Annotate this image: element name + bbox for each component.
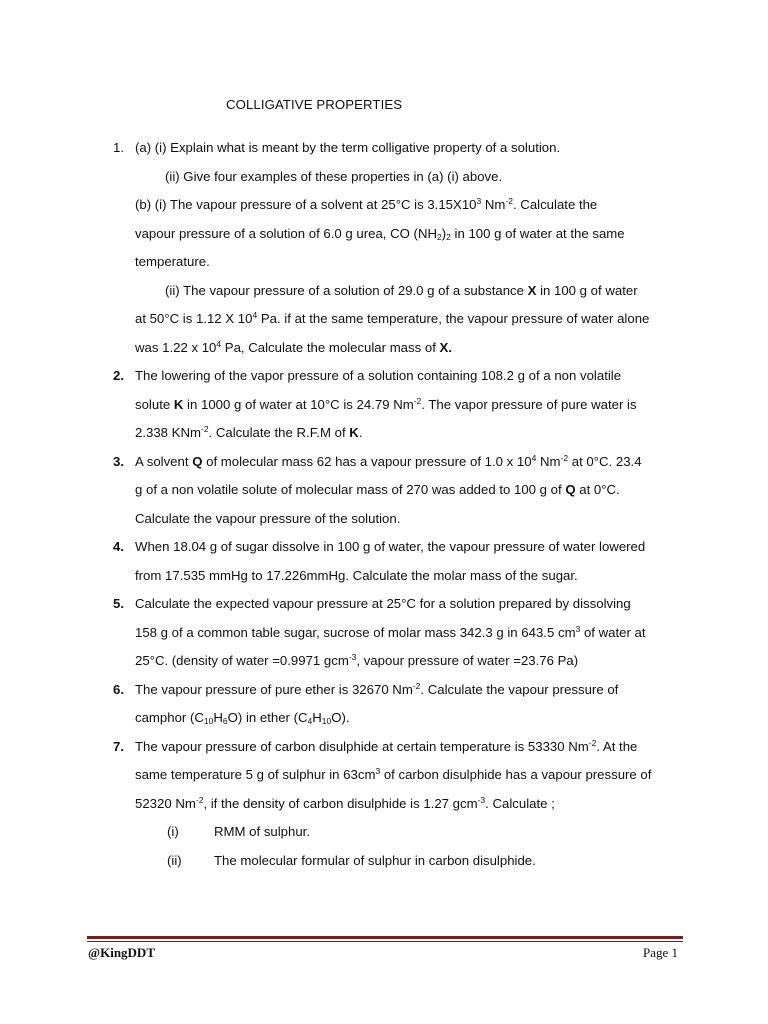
footer-rule-thick <box>87 936 683 939</box>
question-1a-ii: (ii) Give four examples of these properties in (a) (i) above. <box>165 169 503 184</box>
question-1b-i-line3: temperature. <box>135 254 210 269</box>
question-3-line2: g of a non volatile solute of molecular mass of 270 was added to 100 g of Q at 0°C. <box>135 482 620 497</box>
footer-rule-thin <box>87 941 683 942</box>
question-5-line3: 25°C. (density of water =0.9971 gcm$^{-3}$, vapour pressure of water =23.76 Pa) <box>135 652 579 668</box>
question-3-number: 3. <box>113 454 124 469</box>
footer-page-number: Page 1 <box>642 945 678 960</box>
question-5-number: 5. <box>113 596 124 611</box>
question-7-number: 7. <box>113 739 124 754</box>
question-7-line3: 52320 $Nm^{-2}$, if the density of carbon disulphide is 1.27 gcm$^{-3}$. Calculate ; <box>135 795 555 811</box>
question-1b-i-line2: vapour pressure of a solution of 6.0 g urea, CO $(NH_2)_2$ in 100 g of water at the same <box>135 226 625 242</box>
question-2-line2: solute K in 1000 g of water at 10°C is 24.79 $Nm^{-2}$. The vapor pressure of pure water is <box>135 396 637 412</box>
question-3-line3: Calculate the vapour pressure of the solution. <box>135 511 401 526</box>
question-1b-ii-line3: was 1.22 x $10^4$ Pa, Calculate the molecular mass of X. <box>135 339 453 355</box>
question-6-number: 6. <box>113 682 124 697</box>
question-4-line1: When 18.04 g of sugar dissolve in 100 g of water, the vapour pressure of water lowered <box>135 539 646 554</box>
question-7-ii-label: (ii) <box>167 853 182 868</box>
question-7-ii-text: The molecular formular of sulphur in carbon disulphide. <box>214 853 536 868</box>
question-7-i-label: (i) <box>167 824 179 839</box>
question-1b-ii-line2: at 50°C is 1.12 X $10^4$ Pa. if at the same temperature, the vapour pressure of water alone <box>135 310 650 326</box>
question-5-line1: Calculate the expected vapour pressure at 25°C for a solution prepared by dissolving <box>135 596 631 611</box>
question-2-number: 2. <box>113 368 124 383</box>
question-2-line3: 2.338 KNm$^{-2}$. Calculate the R.F.M of K. <box>135 424 363 440</box>
question-4-number: 4. <box>113 539 124 554</box>
question-3-line1: A solvent Q of molecular mass 62 has a vapour pressure of 1.0 x $10^4$ $Nm^{-2}$ at 0°C. 23.4 <box>135 453 642 469</box>
footer-author: @KingDDT <box>88 945 155 960</box>
question-1b-i-line1: (b) (i) The vapour pressure of a solvent at 25°C is $3.15X10^3$ $Nm^{-2}$. Calculate the <box>135 196 598 212</box>
question-2-line1: The lowering of the vapor pressure of a solution containing 108.2 g of a non volatile <box>135 368 622 383</box>
question-1-number: 1. <box>113 140 124 155</box>
question-7-line1: The vapour pressure of carbon disulphide at certain temperature is 53330 $Nm^{-2}$. At the <box>135 738 638 754</box>
question-1a-i: (a) (i) Explain what is meant by the term colligative property of a solution. <box>135 140 561 155</box>
question-7-i-text: RMM of sulphur. <box>214 824 311 839</box>
question-1b-ii-line1: (ii) The vapour pressure of a solution of 29.0 g of a substance X in 100 g of water <box>165 283 638 298</box>
question-5-line2: 158 g of a common table sugar, sucrose of molar mass 342.3 g in 643.5 $cm^3$ of water at <box>135 624 646 640</box>
question-6-line2: camphor $(C_{10}H_6O)$ in ether $(C_4H_{10}O)$. <box>135 710 350 726</box>
question-4-line2: from 17.535 mmHg to 17.226mmHg. Calculate the molar mass of the sugar. <box>135 568 578 583</box>
question-6-line1: The vapour pressure of pure ether is 32670 $Nm^{-2}$. Calculate the vapour pressure of <box>135 681 619 697</box>
page-title: COLLIGATIVE PROPERTIES <box>226 97 403 112</box>
question-7-line2: same temperature 5 g of sulphur in $63cm^3$ of carbon disulphide has a vapour pressure of <box>135 766 652 782</box>
